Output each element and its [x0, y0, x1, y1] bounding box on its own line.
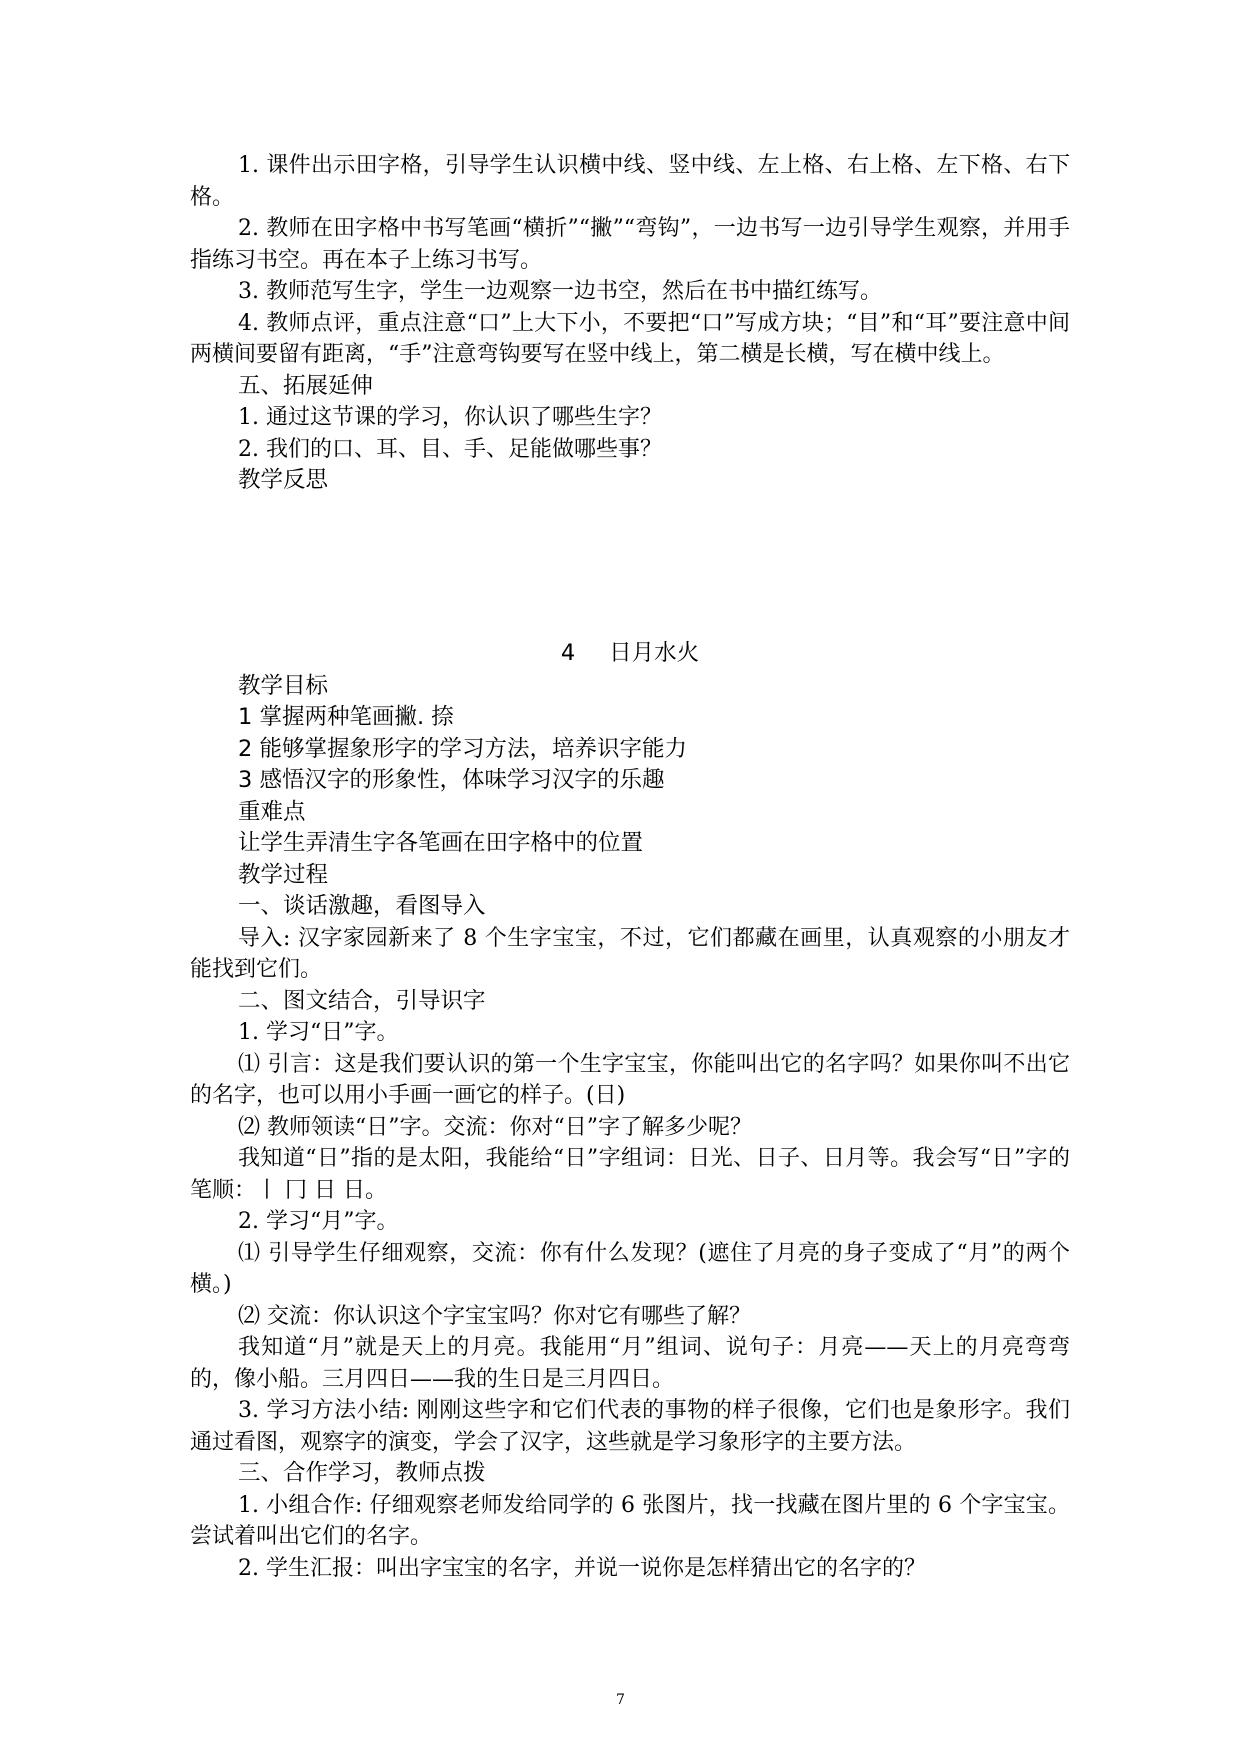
- paragraph: ⑴ 引言：这是我们要认识的第一个生字宝宝，你能叫出它的名字吗？如果你叫不出它的名字，也可以用小手画一画它的样子。(日): [190, 1051, 1070, 1108]
- lesson-number: 4: [560, 639, 576, 666]
- lesson-name: 日月水火: [609, 639, 700, 666]
- paragraph: 4. 教师点评，重点注意“口”上大下小，不要把“口”写成方块；“目”和“耳”要注意中间两横间要留有距离，“手”注意弯钩要写在竖中线上，第二横是长横，写在横中线上。: [190, 310, 1070, 367]
- paragraph: 2. 学生汇报：叫出字宝宝的名字，并说一说你是怎样猜出它的名字的？: [238, 1555, 926, 1581]
- paragraph: 导入: 汉字家园新来了 8 个生字宝宝，不过，它们都藏在画里，认真观察的小朋友才能找到它们。: [190, 925, 1070, 982]
- paragraph: 让学生弄清生字各笔画在田字格中的位置: [238, 830, 644, 856]
- blank-space: [190, 497, 1070, 635]
- paragraph: 1. 课件出示田字格，引导学生认识横中线、竖中线、左上格、右上格、左下格、右下格。: [190, 153, 1070, 210]
- paragraph: ⑵ 教师领读“日”字。交流：你对“日”字了解多少呢？: [238, 1114, 752, 1140]
- paragraph: ⑴ 引导学生仔细观察，交流：你有什么发现？(遮住了月亮的身子变成了“月”的两个横。): [190, 1240, 1070, 1297]
- paragraph: 1. 通过这节课的学习，你认识了哪些生字？: [238, 405, 662, 430]
- section-heading: 三、合作学习，教师点拨: [238, 1460, 486, 1486]
- section-heading: 教学反思: [238, 467, 329, 493]
- section-heading: 二、图文结合，引导识字: [238, 987, 486, 1014]
- paragraph: 2. 教师在田字格中书写笔画“横折”“撇”“弯钩”，一边书写一边引导学生观察，并用手指练习书空。再在本子上练习书写。: [190, 216, 1070, 273]
- paragraph: 2. 我们的口、耳、目、手、足能做哪些事？: [238, 436, 662, 462]
- paragraph: 我知道“日”指的是太阳，我能给“日”字组词：日光、日子、日月等。我会写“日”字的笔顺：丨 冂 日 日。: [190, 1146, 1070, 1203]
- lesson-title: [190, 635, 1070, 671]
- objective-item: 2 能够掌握象形字的学习方法，培养识字能力: [238, 735, 687, 762]
- paragraph: 3. 学习方法小结: 刚刚这些字和它们代表的事物的样子很像，它们也是象形字。我们通过看图，观察字的演变，学会了汉字，这些就是学习象形字的主要方法。: [190, 1398, 1070, 1455]
- section-heading: 一、谈话激趣，看图导入: [238, 893, 486, 919]
- section-heading: 教学目标: [238, 672, 329, 699]
- paragraph: 我知道“月”就是天上的月亮。我能用“月”组词、说句子：月亮——天上的月亮弯弯的，像小船。三月四日——我的生日是三月四日。: [190, 1335, 1070, 1392]
- objective-item: 3 感悟汉字的形象性，体味学习汉字的乐趣: [238, 767, 665, 793]
- paragraph: 1. 学习“日”字。: [238, 1020, 399, 1045]
- paragraph: 1. 小组合作: 仔细观察老师发给同学的 6 张图片，找一找藏在图片里的 6 个字宝宝。尝试着叫出它们的名字。: [190, 1492, 1070, 1549]
- paragraph: 2. 学习“月”字。: [238, 1209, 399, 1234]
- objective-item: 1 掌握两种笔画撇. 捺: [238, 704, 454, 730]
- page-number: 7: [616, 1692, 625, 1708]
- section-heading: 五、拓展延伸: [238, 372, 374, 399]
- document-body: [190, 150, 1070, 1584]
- section-heading: 教学过程: [238, 861, 329, 888]
- section-heading: 重难点: [238, 798, 306, 825]
- paragraph: ⑵ 交流：你认识这个字宝宝吗？你对它有哪些了解？: [238, 1303, 751, 1329]
- paragraph: 3. 教师范写生字，学生一边观察一边书空，然后在书中描红练写。: [238, 279, 882, 304]
